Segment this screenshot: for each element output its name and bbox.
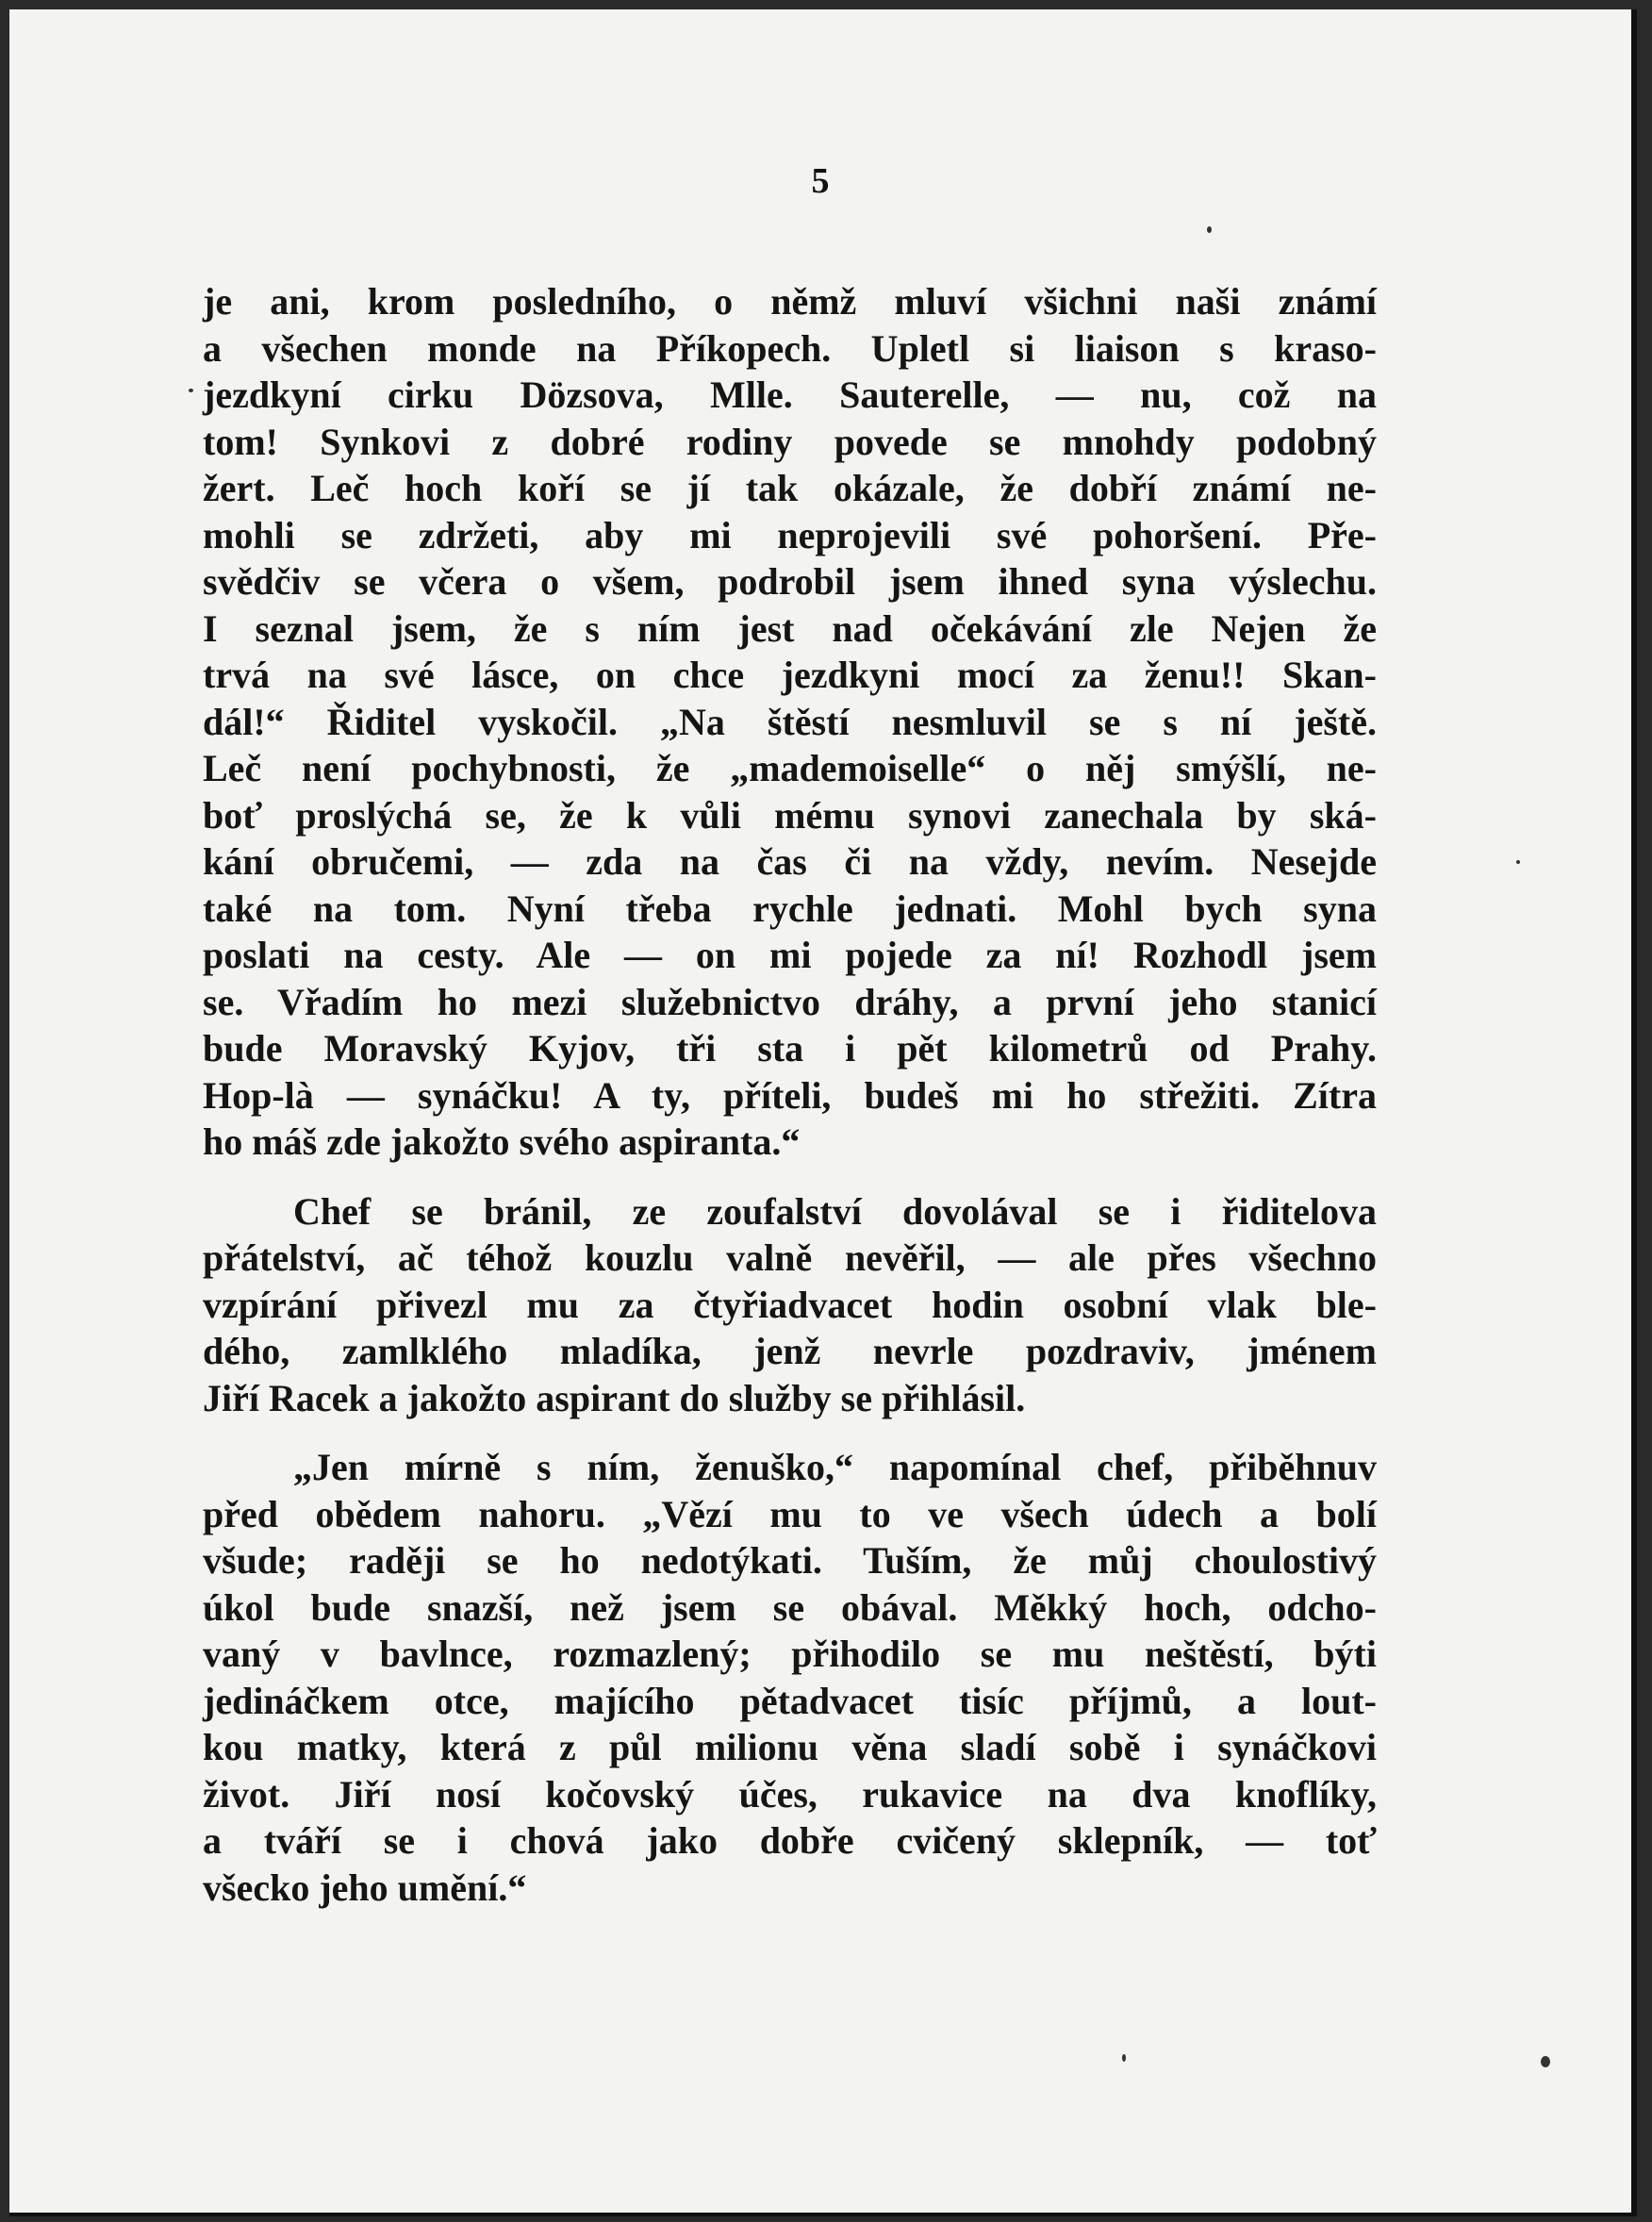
text-line: tom! Synkovi z dobré rodiny povede se mnohdy podobný — [203, 420, 1377, 463]
body-text — [203, 278, 1377, 1911]
scan-speck — [1122, 2054, 1126, 2062]
paragraph — [203, 278, 1377, 1166]
text-line: před obědem nahoru. „Vězí mu to ve všech údech a bolí — [203, 1492, 1377, 1535]
scan-speck — [1207, 226, 1212, 233]
text-line: dál!“ Řiditel vyskočil. „Na štěstí nesmluvil se s ní ještě. — [203, 700, 1377, 743]
text-line: „Jen mírně s ním, ženuško,“ napomínal chef, přiběhnuv — [293, 1446, 1377, 1488]
text-line: Leč není pochybnosti, že „mademoiselle“ o něj smýšlí, ne- — [203, 747, 1377, 789]
text-line: vaný v bavlnce, rozmazlený; přihodilo se mu neštěstí, býti — [203, 1633, 1377, 1675]
text-line: trvá na své lásce, on chce jezdkyni mocí za ženu!! Skan- — [203, 654, 1377, 696]
scan-speck — [1541, 2056, 1550, 2067]
text-line: ho máš zde jakožto svého aspiranta.“ — [203, 1120, 801, 1163]
text-line: mohli se zdržeti, aby mi neprojevili své pohoršení. Pře- — [203, 513, 1377, 556]
text-line: a všechen monde na Příkopech. Upletl si liaison s kraso- — [203, 326, 1377, 370]
text-line: vzpírání přivezl mu za čtyřiadvacet hodin osobní vlak ble- — [203, 1283, 1377, 1326]
text-line: život. Jiří nosí kočovský účes, rukavice na dva knoflíky, — [203, 1772, 1377, 1816]
text-line: úkol bude snazší, než jsem se obával. Měkký hoch, odcho- — [203, 1585, 1377, 1629]
text-line: Chef se bránil, ze zoufalství dovolával se i řiditelova — [293, 1189, 1377, 1233]
book-page — [9, 9, 1637, 2216]
scan-speck — [1516, 860, 1520, 864]
text-line: žert. Leč hoch koří se jí tak okázale, že dobří známí ne- — [203, 467, 1377, 509]
text-line: jedináčkem otce, majícího pětadvacet tisíc příjmů, a lout- — [203, 1679, 1377, 1722]
page-number: 5 — [811, 161, 830, 201]
text-line: kou matky, která z půl milionu věna sladí sobě i synáčkovi — [203, 1726, 1377, 1768]
text-line: všude; raději se ho nedotýkati. Tuším, že můj choulostivý — [203, 1539, 1377, 1582]
text-line: přátelství, ač téhož kouzlu valně nevěřil, — ale přes všechno — [203, 1236, 1377, 1279]
text-line: bude Moravský Kyjov, tři sta i pět kilometrů od Prahy. — [203, 1027, 1377, 1070]
text-line: kání obručemi, — zda na čas či na vždy, nevím. Nesejde — [203, 840, 1377, 883]
text-line: I seznal jsem, že s ním jest nad očekávání zle Nejen že — [203, 606, 1377, 650]
text-line: a tváří se i chová jako dobře cvičený sklepník, — toť — [203, 1819, 1377, 1862]
text-line: poslati na cesty. Ale — on mi pojede za ní! Rozhodl jsem — [203, 934, 1377, 976]
scan-speck — [189, 389, 193, 392]
paragraph — [203, 1188, 1377, 1422]
text-line: všecko jeho umění.“ — [203, 1865, 527, 1909]
text-line: dého, zamlklého mladíka, jenž nevrle pozdraviv, jménem — [203, 1330, 1377, 1372]
text-line: boť proslýchá se, že k vůli mému synovi zanechala by ská- — [203, 793, 1377, 837]
text-line: Hop-là — synáčku! A ty, příteli, budeš mi ho střežiti. Zítra — [203, 1073, 1377, 1117]
text-line: je ani, krom posledního, o němž mluví všichni naši známí — [203, 280, 1377, 323]
text-line: svědčiv se včera o všem, podrobil jsem ihned syna výslechu. — [203, 560, 1377, 603]
text-line: se. Vřadím ho mezi služebnictvo dráhy, a první jeho stanicí — [203, 980, 1377, 1023]
text-line: také na tom. Nyní třeba rychle jednati. Mohl bych syna — [203, 887, 1377, 930]
text-line: jezdkyní cirku Dözsova, Mlle. Sauterelle, — nu, což na — [203, 373, 1377, 416]
text-line: Jiří Racek a jakožto aspirant do služby se přihlásil. — [203, 1376, 1026, 1419]
paragraph — [203, 1444, 1377, 1911]
